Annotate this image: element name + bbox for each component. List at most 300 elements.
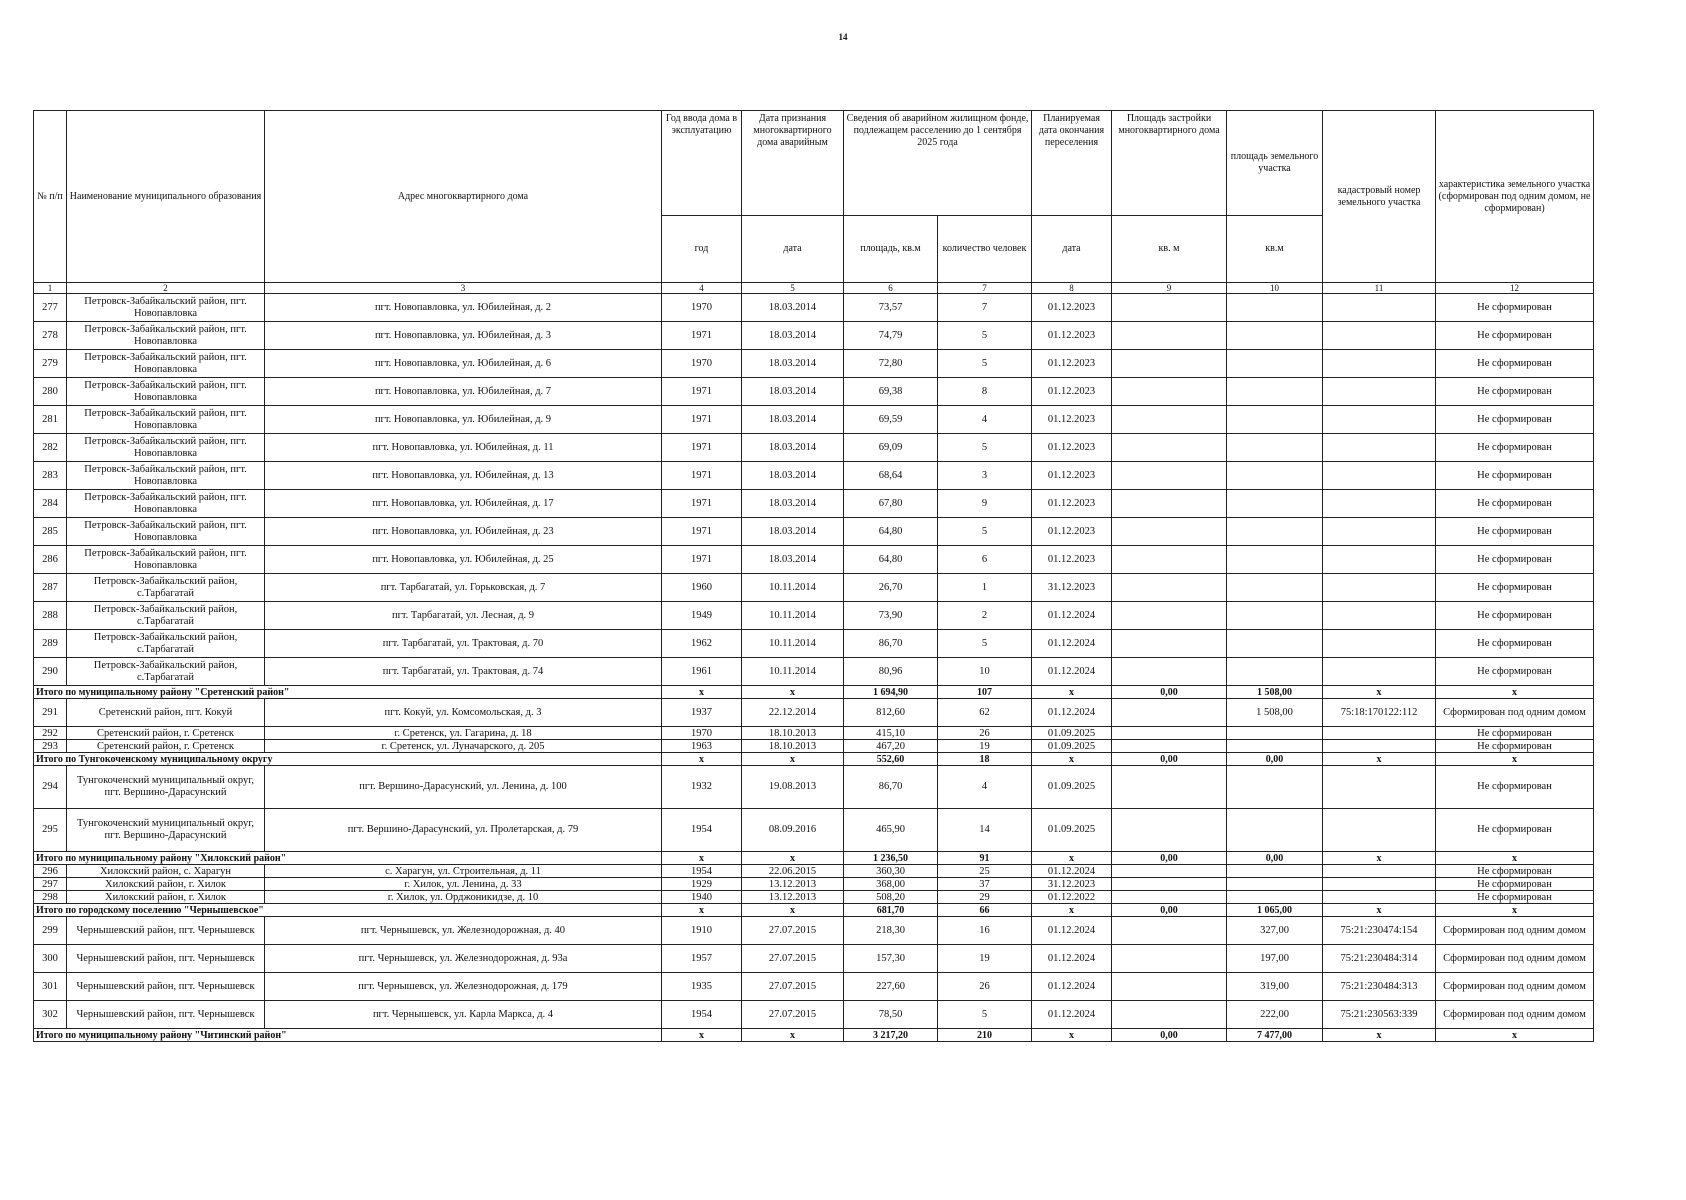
building-address: с. Харагун, ул. Строительная, д. 11	[265, 865, 662, 878]
column-numbers-row	[34, 283, 1594, 294]
emergency-area: 80,96	[844, 658, 938, 686]
building-address: пгт. Новопавловка, ул. Юбилейная, д. 7	[265, 378, 662, 406]
recognition-date: 18.03.2014	[742, 322, 844, 350]
land-plot-characteristic: Не сформирован	[1436, 809, 1594, 852]
table-row	[34, 294, 1594, 322]
total-cadastral: x	[1323, 753, 1436, 766]
municipality-name: Петровск-Забайкальский район, пгт. Новопавловка	[67, 322, 265, 350]
subheader-land-area-unit: кв.м	[1227, 216, 1323, 283]
cadastral-number	[1323, 322, 1436, 350]
land-plot-area	[1227, 658, 1323, 686]
cadastral-number	[1323, 462, 1436, 490]
building-footprint-area	[1112, 1001, 1227, 1029]
table-row	[34, 865, 1594, 878]
recognition-date: 10.11.2014	[742, 574, 844, 602]
municipality-name: Хилокский район, с. Харагун	[67, 865, 265, 878]
total-land-area: 1 508,00	[1227, 686, 1323, 699]
land-plot-characteristic: Не сформирован	[1436, 891, 1594, 904]
row-number: 289	[34, 630, 67, 658]
building-address: г. Хилок, ул. Ленина, д. 33	[265, 878, 662, 891]
building-address: пгт. Кокуй, ул. Комсомольская, д. 3	[265, 699, 662, 727]
recognition-date: 13.12.2013	[742, 878, 844, 891]
building-address: пгт. Новопавловка, ул. Юбилейная, д. 9	[265, 406, 662, 434]
people-count: 2	[938, 602, 1032, 630]
building-footprint-area	[1112, 322, 1227, 350]
cadastral-number: 75:21:230484:313	[1323, 973, 1436, 1001]
land-plot-characteristic: Не сформирован	[1436, 865, 1594, 878]
recognition-date: 18.03.2014	[742, 434, 844, 462]
land-plot-area	[1227, 574, 1323, 602]
row-number: 279	[34, 350, 67, 378]
total-people: 91	[938, 852, 1032, 865]
people-count: 4	[938, 766, 1032, 809]
building-footprint-area	[1112, 865, 1227, 878]
municipality-name: Чернышевский район, пгт. Чернышевск	[67, 945, 265, 973]
land-plot-area	[1227, 740, 1323, 753]
year-built: 1957	[662, 945, 742, 973]
cadastral-number	[1323, 546, 1436, 574]
building-address: г. Сретенск, ул. Луначарского, д. 205	[265, 740, 662, 753]
municipality-name: Сретенский район, г. Сретенск	[67, 727, 265, 740]
table-row	[34, 518, 1594, 546]
total-row	[34, 1029, 1594, 1042]
year-built: 1910	[662, 917, 742, 945]
cadastral-number	[1323, 294, 1436, 322]
table-row	[34, 945, 1594, 973]
total-people: 210	[938, 1029, 1032, 1042]
total-building-area: 0,00	[1112, 1029, 1227, 1042]
planned-resettlement-date: 01.09.2025	[1032, 740, 1112, 753]
building-address: пгт. Тарбагатай, ул. Трактовая, д. 70	[265, 630, 662, 658]
recognition-date: 27.07.2015	[742, 973, 844, 1001]
land-plot-area	[1227, 322, 1323, 350]
total-people: 107	[938, 686, 1032, 699]
year-built: 1971	[662, 462, 742, 490]
total-cadastral: x	[1323, 852, 1436, 865]
subheader-year: год	[662, 216, 742, 283]
people-count: 16	[938, 917, 1032, 945]
total-land-characteristic: x	[1436, 753, 1594, 766]
emergency-area: 508,20	[844, 891, 938, 904]
people-count: 5	[938, 1001, 1032, 1029]
recognition-date: 10.11.2014	[742, 658, 844, 686]
row-number: 293	[34, 740, 67, 753]
planned-resettlement-date: 01.12.2024	[1032, 917, 1112, 945]
header-cadastral: кадастровый номер земельного участка	[1323, 111, 1436, 283]
row-number: 298	[34, 891, 67, 904]
emergency-area: 64,80	[844, 546, 938, 574]
building-footprint-area	[1112, 740, 1227, 753]
building-address: пгт. Вершино-Дарасунский, ул. Ленина, д. 100	[265, 766, 662, 809]
emergency-area: 812,60	[844, 699, 938, 727]
land-plot-area	[1227, 518, 1323, 546]
table-row	[34, 699, 1594, 727]
row-number: 291	[34, 699, 67, 727]
land-plot-area: 222,00	[1227, 1001, 1323, 1029]
emergency-area: 72,80	[844, 350, 938, 378]
total-planned-date: x	[1032, 753, 1112, 766]
building-address: пгт. Тарбагатай, ул. Трактовая, д. 74	[265, 658, 662, 686]
header-municipality: Наименование муниципального образования	[67, 111, 265, 283]
total-row	[34, 852, 1594, 865]
planned-resettlement-date: 01.12.2022	[1032, 891, 1112, 904]
land-plot-area	[1227, 878, 1323, 891]
header-emergency-info: Сведения об аварийном жилищном фонде, подлежащем расселению до 1 сентября 2025 года	[844, 111, 1032, 216]
people-count: 26	[938, 973, 1032, 1001]
total-date: x	[742, 686, 844, 699]
total-people: 66	[938, 904, 1032, 917]
row-number: 295	[34, 809, 67, 852]
total-people: 18	[938, 753, 1032, 766]
people-count: 3	[938, 462, 1032, 490]
land-plot-area	[1227, 630, 1323, 658]
table-row	[34, 322, 1594, 350]
land-plot-area	[1227, 891, 1323, 904]
land-plot-area	[1227, 809, 1323, 852]
total-cadastral: x	[1323, 904, 1436, 917]
cadastral-number	[1323, 865, 1436, 878]
people-count: 19	[938, 740, 1032, 753]
year-built: 1954	[662, 865, 742, 878]
row-number: 285	[34, 518, 67, 546]
column-number: 5	[742, 283, 844, 294]
people-count: 5	[938, 434, 1032, 462]
table-row	[34, 740, 1594, 753]
land-plot-area	[1227, 406, 1323, 434]
people-count: 10	[938, 658, 1032, 686]
cadastral-number	[1323, 727, 1436, 740]
building-footprint-area	[1112, 378, 1227, 406]
people-count: 6	[938, 546, 1032, 574]
land-plot-characteristic: Не сформирован	[1436, 294, 1594, 322]
row-number: 299	[34, 917, 67, 945]
row-number: 281	[34, 406, 67, 434]
building-address: пгт. Новопавловка, ул. Юбилейная, д. 3	[265, 322, 662, 350]
year-built: 1949	[662, 602, 742, 630]
subheader-area: площадь, кв.м	[844, 216, 938, 283]
table-row	[34, 1001, 1594, 1029]
cadastral-number	[1323, 602, 1436, 630]
cadastral-number: 75:21:230484:314	[1323, 945, 1436, 973]
header-year-built: Год ввода дома в эксплуатацию	[662, 111, 742, 216]
municipality-name: Сретенский район, пгт. Кокуй	[67, 699, 265, 727]
land-plot-characteristic: Не сформирован	[1436, 322, 1594, 350]
table-row	[34, 878, 1594, 891]
land-plot-area	[1227, 490, 1323, 518]
recognition-date: 18.03.2014	[742, 378, 844, 406]
column-number: 1	[34, 283, 67, 294]
planned-resettlement-date: 01.09.2025	[1032, 766, 1112, 809]
building-address: пгт. Новопавловка, ул. Юбилейная, д. 2	[265, 294, 662, 322]
recognition-date: 18.03.2014	[742, 546, 844, 574]
recognition-date: 18.03.2014	[742, 462, 844, 490]
cadastral-number	[1323, 630, 1436, 658]
building-address: пгт. Тарбагатай, ул. Горьковская, д. 7	[265, 574, 662, 602]
year-built: 1970	[662, 294, 742, 322]
total-row	[34, 686, 1594, 699]
total-label: Итого по муниципальному району "Читинский район"	[34, 1029, 662, 1042]
land-plot-area	[1227, 865, 1323, 878]
municipality-name: Петровск-Забайкальский район, пгт. Новопавловка	[67, 462, 265, 490]
recognition-date: 10.11.2014	[742, 602, 844, 630]
table-row	[34, 490, 1594, 518]
total-building-area: 0,00	[1112, 904, 1227, 917]
people-count: 1	[938, 574, 1032, 602]
municipality-name: Чернышевский район, пгт. Чернышевск	[67, 917, 265, 945]
land-plot-area	[1227, 434, 1323, 462]
municipality-name: Чернышевский район, пгт. Чернышевск	[67, 973, 265, 1001]
municipality-name: Петровск-Забайкальский район, пгт. Новопавловка	[67, 518, 265, 546]
people-count: 37	[938, 878, 1032, 891]
planned-resettlement-date: 01.12.2024	[1032, 973, 1112, 1001]
total-year: x	[662, 852, 742, 865]
total-area: 3 217,20	[844, 1029, 938, 1042]
land-plot-characteristic: Сформирован под одним домом	[1436, 945, 1594, 973]
emergency-area: 69,09	[844, 434, 938, 462]
planned-resettlement-date: 01.12.2024	[1032, 602, 1112, 630]
total-planned-date: x	[1032, 852, 1112, 865]
municipality-name: Петровск-Забайкальский район, пгт. Новопавловка	[67, 546, 265, 574]
table-body	[34, 294, 1594, 1042]
column-number: 11	[1323, 283, 1436, 294]
land-plot-characteristic: Не сформирован	[1436, 406, 1594, 434]
planned-resettlement-date: 01.12.2023	[1032, 546, 1112, 574]
emergency-area: 68,64	[844, 462, 938, 490]
municipality-name: Петровск-Забайкальский район, с.Тарбагатай	[67, 602, 265, 630]
total-date: x	[742, 904, 844, 917]
emergency-area: 64,80	[844, 518, 938, 546]
emergency-area: 69,38	[844, 378, 938, 406]
cadastral-number	[1323, 378, 1436, 406]
recognition-date: 27.07.2015	[742, 1001, 844, 1029]
cadastral-number: 75:21:230563:339	[1323, 1001, 1436, 1029]
emergency-area: 360,30	[844, 865, 938, 878]
year-built: 1932	[662, 766, 742, 809]
land-plot-characteristic: Не сформирован	[1436, 462, 1594, 490]
municipality-name: Петровск-Забайкальский район, пгт. Новопавловка	[67, 406, 265, 434]
year-built: 1970	[662, 350, 742, 378]
cadastral-number	[1323, 434, 1436, 462]
building-address: г. Хилок, ул. Орджоникидзе, д. 10	[265, 891, 662, 904]
row-number: 302	[34, 1001, 67, 1029]
planned-resettlement-date: 01.09.2025	[1032, 727, 1112, 740]
total-date: x	[742, 753, 844, 766]
planned-resettlement-date: 01.12.2023	[1032, 462, 1112, 490]
land-plot-area: 327,00	[1227, 917, 1323, 945]
year-built: 1971	[662, 546, 742, 574]
row-number: 294	[34, 766, 67, 809]
people-count: 5	[938, 322, 1032, 350]
building-footprint-area	[1112, 878, 1227, 891]
header-address: Адрес многоквартирного дома	[265, 111, 662, 283]
row-number: 290	[34, 658, 67, 686]
planned-resettlement-date: 01.12.2023	[1032, 518, 1112, 546]
people-count: 5	[938, 518, 1032, 546]
year-built: 1961	[662, 658, 742, 686]
planned-resettlement-date: 01.12.2023	[1032, 434, 1112, 462]
people-count: 14	[938, 809, 1032, 852]
recognition-date: 18.10.2013	[742, 740, 844, 753]
municipality-name: Тунгокоченский муниципальный округ, пгт. Вершино-Дарасунский	[67, 766, 265, 809]
planned-resettlement-date: 01.12.2023	[1032, 490, 1112, 518]
table-row	[34, 630, 1594, 658]
land-plot-area: 1 508,00	[1227, 699, 1323, 727]
recognition-date: 22.12.2014	[742, 699, 844, 727]
row-number: 296	[34, 865, 67, 878]
total-label: Итого по Тунгокоченскому муниципальному округу	[34, 753, 662, 766]
cadastral-number	[1323, 490, 1436, 518]
people-count: 4	[938, 406, 1032, 434]
total-area: 552,60	[844, 753, 938, 766]
building-footprint-area	[1112, 294, 1227, 322]
planned-resettlement-date: 01.12.2023	[1032, 350, 1112, 378]
total-date: x	[742, 852, 844, 865]
total-cadastral: x	[1323, 1029, 1436, 1042]
year-built: 1954	[662, 1001, 742, 1029]
year-built: 1971	[662, 378, 742, 406]
cadastral-number: 75:21:230474:154	[1323, 917, 1436, 945]
total-land-characteristic: x	[1436, 686, 1594, 699]
land-plot-characteristic: Сформирован под одним домом	[1436, 917, 1594, 945]
planned-resettlement-date: 01.12.2024	[1032, 945, 1112, 973]
total-building-area: 0,00	[1112, 753, 1227, 766]
table-row	[34, 546, 1594, 574]
table-row	[34, 434, 1594, 462]
building-footprint-area	[1112, 490, 1227, 518]
total-label: Итого по муниципальному району "Сретенский район"	[34, 686, 662, 699]
year-built: 1962	[662, 630, 742, 658]
recognition-date: 22.06.2015	[742, 865, 844, 878]
people-count: 9	[938, 490, 1032, 518]
year-built: 1935	[662, 973, 742, 1001]
land-plot-characteristic: Не сформирован	[1436, 727, 1594, 740]
table-row	[34, 406, 1594, 434]
year-built: 1963	[662, 740, 742, 753]
building-footprint-area	[1112, 350, 1227, 378]
building-address: пгт. Новопавловка, ул. Юбилейная, д. 17	[265, 490, 662, 518]
emergency-area: 86,70	[844, 766, 938, 809]
total-year: x	[662, 686, 742, 699]
people-count: 7	[938, 294, 1032, 322]
land-plot-characteristic: Не сформирован	[1436, 630, 1594, 658]
cadastral-number	[1323, 574, 1436, 602]
cadastral-number	[1323, 658, 1436, 686]
cadastral-number	[1323, 350, 1436, 378]
recognition-date: 13.12.2013	[742, 891, 844, 904]
year-built: 1971	[662, 434, 742, 462]
total-label: Итого по муниципальному району "Хилокский район"	[34, 852, 662, 865]
emergency-area: 227,60	[844, 973, 938, 1001]
total-land-characteristic: x	[1436, 1029, 1594, 1042]
land-plot-characteristic: Не сформирован	[1436, 546, 1594, 574]
emergency-area: 73,90	[844, 602, 938, 630]
building-address: пгт. Чернышевск, ул. Железнодорожная, д. 179	[265, 973, 662, 1001]
recognition-date: 27.07.2015	[742, 945, 844, 973]
planned-resettlement-date: 31.12.2023	[1032, 574, 1112, 602]
land-plot-characteristic: Сформирован под одним домом	[1436, 699, 1594, 727]
total-land-characteristic: x	[1436, 852, 1594, 865]
total-land-area: 0,00	[1227, 753, 1323, 766]
column-number: 12	[1436, 283, 1594, 294]
year-built: 1971	[662, 490, 742, 518]
emergency-area: 26,70	[844, 574, 938, 602]
land-plot-area	[1227, 378, 1323, 406]
land-plot-area	[1227, 727, 1323, 740]
land-plot-characteristic: Не сформирован	[1436, 350, 1594, 378]
header-date-recognized: Дата признания многоквартирного дома аварийным	[742, 111, 844, 216]
municipality-name: Петровск-Забайкальский район, с.Тарбагатай	[67, 658, 265, 686]
land-plot-characteristic: Не сформирован	[1436, 490, 1594, 518]
header-land-characteristic: характеристика земельного участка (сформирован под одним домом, не сформирован)	[1436, 111, 1594, 283]
land-plot-characteristic: Не сформирован	[1436, 378, 1594, 406]
table-row	[34, 891, 1594, 904]
people-count: 8	[938, 378, 1032, 406]
land-plot-characteristic: Не сформирован	[1436, 518, 1594, 546]
land-plot-area	[1227, 350, 1323, 378]
recognition-date: 18.03.2014	[742, 518, 844, 546]
table-row	[34, 602, 1594, 630]
recognition-date: 18.03.2014	[742, 350, 844, 378]
year-built: 1960	[662, 574, 742, 602]
table-row	[34, 766, 1594, 809]
table-row	[34, 574, 1594, 602]
people-count: 26	[938, 727, 1032, 740]
total-row	[34, 904, 1594, 917]
planned-resettlement-date: 31.12.2023	[1032, 878, 1112, 891]
subheader-date: дата	[742, 216, 844, 283]
planned-resettlement-date: 01.12.2023	[1032, 294, 1112, 322]
cadastral-number	[1323, 766, 1436, 809]
municipality-name: Петровск-Забайкальский район, пгт. Новопавловка	[67, 490, 265, 518]
table-row	[34, 350, 1594, 378]
municipality-name: Чернышевский район, пгт. Чернышевск	[67, 1001, 265, 1029]
building-footprint-area	[1112, 434, 1227, 462]
emergency-area: 415,10	[844, 727, 938, 740]
land-plot-area: 319,00	[1227, 973, 1323, 1001]
row-number: 288	[34, 602, 67, 630]
people-count: 5	[938, 350, 1032, 378]
building-footprint-area	[1112, 658, 1227, 686]
emergency-area: 157,30	[844, 945, 938, 973]
year-built: 1970	[662, 727, 742, 740]
planned-resettlement-date: 01.12.2024	[1032, 1001, 1112, 1029]
column-number: 2	[67, 283, 265, 294]
building-footprint-area	[1112, 766, 1227, 809]
land-plot-characteristic: Сформирован под одним домом	[1436, 1001, 1594, 1029]
land-plot-characteristic: Не сформирован	[1436, 658, 1594, 686]
municipality-name: Петровск-Забайкальский район, с.Тарбагатай	[67, 630, 265, 658]
subheader-building-area-unit: кв. м	[1112, 216, 1227, 283]
municipality-name: Петровск-Забайкальский район, пгт. Новопавловка	[67, 378, 265, 406]
emergency-area: 74,79	[844, 322, 938, 350]
building-address: пгт. Новопавловка, ул. Юбилейная, д. 13	[265, 462, 662, 490]
total-planned-date: x	[1032, 1029, 1112, 1042]
cadastral-number	[1323, 891, 1436, 904]
year-built: 1929	[662, 878, 742, 891]
building-footprint-area	[1112, 809, 1227, 852]
building-address: пгт. Чернышевск, ул. Железнодорожная, д. 93а	[265, 945, 662, 973]
recognition-date: 08.09.2016	[742, 809, 844, 852]
municipality-name: Петровск-Забайкальский район, с.Тарбагатай	[67, 574, 265, 602]
cadastral-number	[1323, 740, 1436, 753]
row-number: 297	[34, 878, 67, 891]
total-planned-date: x	[1032, 904, 1112, 917]
recognition-date: 18.03.2014	[742, 294, 844, 322]
table-row	[34, 809, 1594, 852]
row-number: 278	[34, 322, 67, 350]
recognition-date: 27.07.2015	[742, 917, 844, 945]
building-address: пгт. Новопавловка, ул. Юбилейная, д. 11	[265, 434, 662, 462]
